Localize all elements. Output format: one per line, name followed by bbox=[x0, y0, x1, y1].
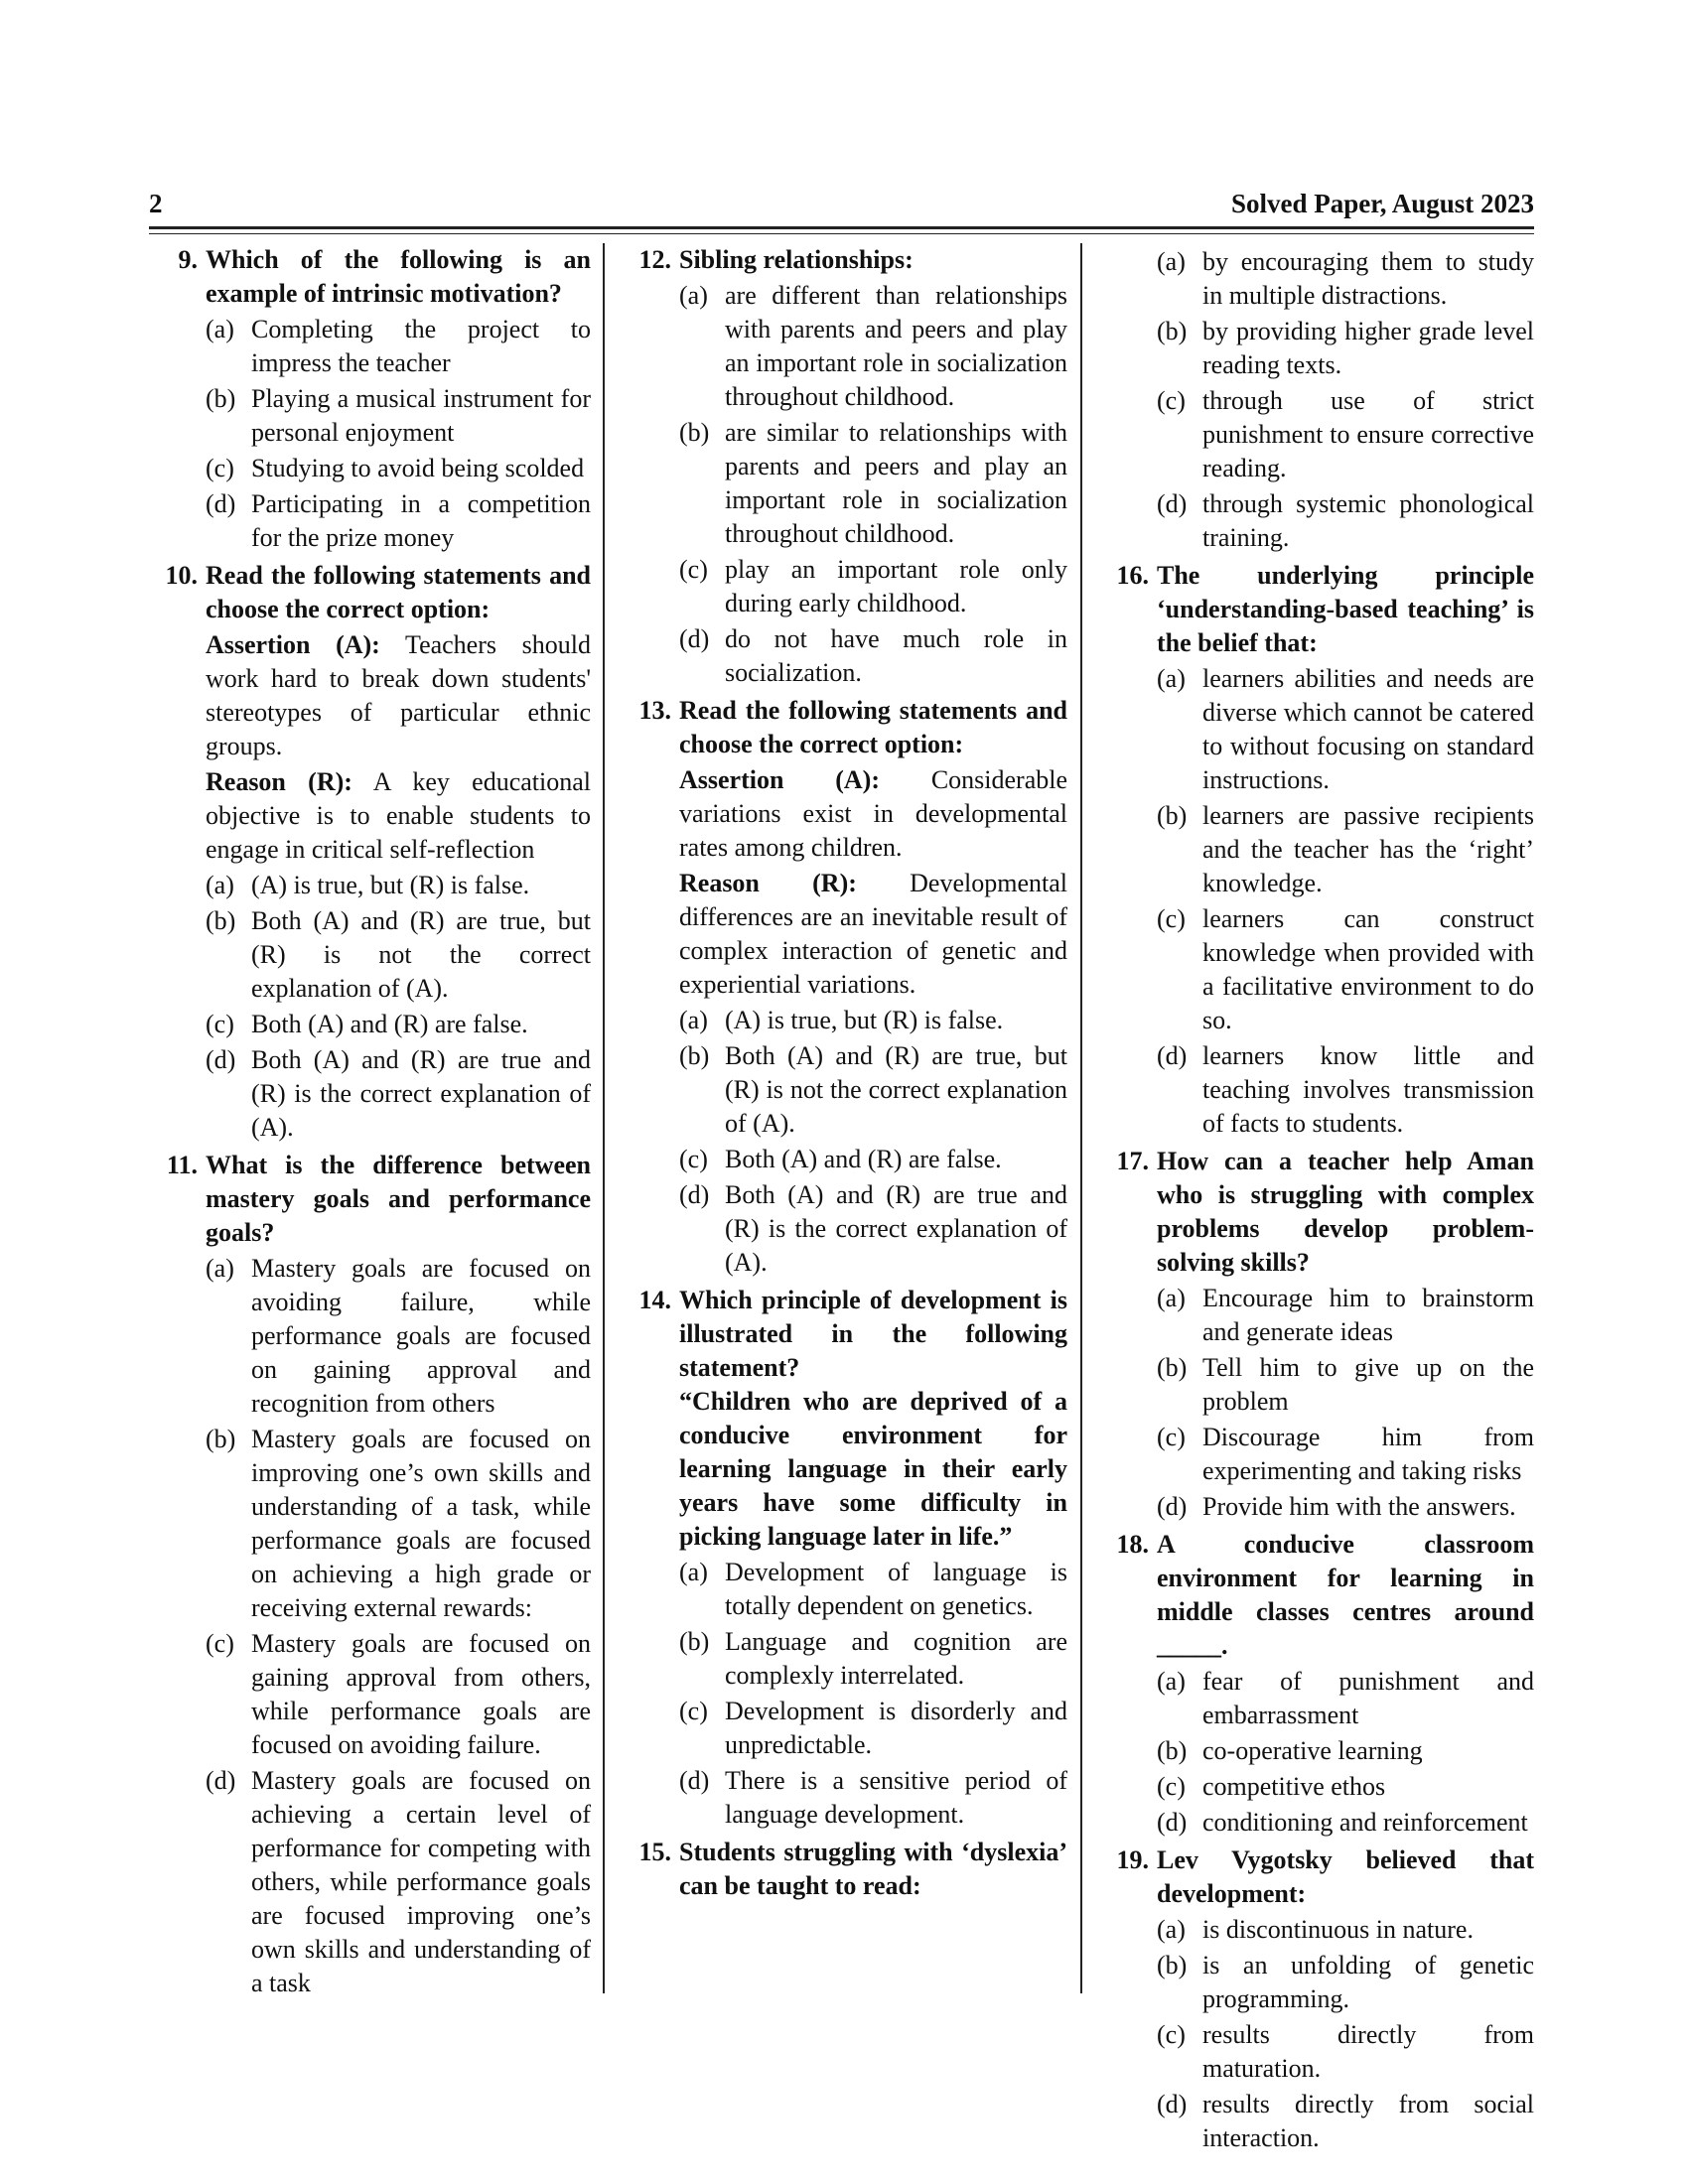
reason: Reason (R): Developmental differences are an inevitable result of complex interaction of genetic and experiential variations. bbox=[679, 869, 1067, 999]
option-a: (a) Mastery goals are focused on avoiding failure, while performance goals are focused on gaining approval and recognition from others bbox=[206, 1254, 591, 1418]
question-number: 11. bbox=[166, 1151, 198, 1179]
question-12 bbox=[628, 243, 1067, 690]
question-text: Read the following statements and choose the correct option: bbox=[679, 696, 1067, 758]
option-a: (a) by encouraging them to study in multiple distractions. bbox=[1157, 247, 1534, 310]
option-b: (b) Language and cognition are complexly interrelated. bbox=[679, 1627, 1067, 1690]
option-b: (b) co-operative learning bbox=[1157, 1736, 1423, 1765]
question-text: How can a teacher help Aman who is struggling with complex problems develop problem-solving skills? bbox=[1157, 1147, 1534, 1277]
option-b: (b) are similar to relationships with parents and peers and play an important role in socialization throughout childhood. bbox=[679, 418, 1067, 548]
question-text: A conducive classroom environment for learning in middle classes centres around _____. bbox=[1157, 1530, 1534, 1660]
assertion: Assertion (A): Considerable variations exist in developmental rates among children. bbox=[679, 765, 1067, 862]
option-c: (c) Development is disorderly and unpredictable. bbox=[679, 1697, 1067, 1759]
question-number: 10. bbox=[165, 561, 198, 590]
question-10 bbox=[154, 559, 591, 1145]
option-c: (c) competitive ethos bbox=[1157, 1772, 1386, 1801]
option-d: (d) conditioning and reinforcement bbox=[1157, 1808, 1528, 1837]
question-text: What is the difference between mastery goals and performance goals? bbox=[206, 1151, 591, 1247]
option-b: (b) is an unfolding of genetic programming. bbox=[1157, 1951, 1534, 2013]
option-c: (c) through use of strict punishment to ensure corrective reading. bbox=[1157, 386, 1534, 482]
option-c: (c) play an important role only during early childhood. bbox=[679, 555, 1067, 617]
option-d: (d) learners know little and teaching involves transmission of facts to students. bbox=[1157, 1041, 1534, 1138]
assertion: Assertion (A): Teachers should work hard to break down students' stereotypes of particular ethnic groups. bbox=[206, 630, 591, 760]
question-text: Which principle of development is illustrated in the following statement? bbox=[679, 1286, 1067, 1382]
option-a: (a) learners abilities and needs are diverse which cannot be catered to without focusing on standard instructions. bbox=[1157, 664, 1534, 794]
option-b: (b) Both (A) and (R) are true, but (R) is not the correct explanation of (A). bbox=[679, 1041, 1067, 1138]
question-number: 12. bbox=[638, 245, 671, 274]
option-c: (c) Discourage him from experimenting and taking risks bbox=[1157, 1423, 1534, 1485]
column-divider bbox=[603, 243, 605, 1993]
option-c: (c) Both (A) and (R) are false. bbox=[679, 1145, 1002, 1173]
question-18 bbox=[1105, 1528, 1534, 1840]
option-b: (b) Mastery goals are focused on improving one’s own skills and understanding of a task, while performance goals are focused on achieving a high grade or receiving external rewards: bbox=[206, 1425, 591, 1622]
question-number: 15. bbox=[638, 1838, 671, 1866]
option-c: (c) results directly from maturation. bbox=[1157, 2020, 1534, 2083]
option-b: (b) Playing a musical instrument for personal enjoyment bbox=[206, 384, 591, 447]
option-a: (a) Completing the project to impress the teacher bbox=[206, 315, 591, 377]
option-d: (d) Both (A) and (R) are true and (R) is the correct explanation of (A). bbox=[206, 1045, 591, 1142]
option-c: (c) Mastery goals are focused on gaining approval from others, while performance goals are focused on avoiding failure. bbox=[206, 1629, 591, 1759]
question-text: Sibling relationships: bbox=[679, 245, 914, 274]
question-number: 17. bbox=[1116, 1147, 1149, 1175]
column-3 bbox=[1105, 243, 1534, 2159]
header-rule bbox=[149, 226, 1534, 229]
column-2 bbox=[628, 243, 1067, 1907]
option-a: (a) Encourage him to brainstorm and generate ideas bbox=[1157, 1284, 1534, 1346]
header-rule-thin bbox=[149, 233, 1534, 234]
question-number: 13. bbox=[638, 696, 671, 725]
question-15 bbox=[628, 1836, 1067, 1903]
option-a: (a) are different than relationships with parents and peers and play an important role in socialization throughout childhood. bbox=[679, 281, 1067, 411]
question-15-options bbox=[1105, 245, 1534, 555]
question-text: The underlying principle ‘understanding-based teaching’ is the belief that: bbox=[1157, 561, 1534, 657]
question-number: 18. bbox=[1116, 1530, 1149, 1559]
option-d: (d) Both (A) and (R) are true and (R) is the correct explanation of (A). bbox=[679, 1180, 1067, 1277]
option-a: (a) (A) is true, but (R) is false. bbox=[206, 871, 530, 899]
option-a: (a) (A) is true, but (R) is false. bbox=[679, 1006, 1004, 1034]
question-17 bbox=[1105, 1145, 1534, 1524]
option-a: (a) is discontinuous in nature. bbox=[1157, 1915, 1474, 1944]
column-divider bbox=[1080, 243, 1082, 1993]
question-16 bbox=[1105, 559, 1534, 1141]
option-d: (d) through systemic phonological training. bbox=[1157, 489, 1534, 552]
question-19 bbox=[1105, 1843, 1534, 2155]
reason: Reason (R): A key educational objective is to enable students to engage in critical self-reflection bbox=[206, 767, 591, 864]
option-a: (a) fear of punishment and embarrassment bbox=[1157, 1667, 1534, 1729]
option-d: (d) Provide him with the answers. bbox=[1157, 1492, 1516, 1521]
question-11 bbox=[154, 1149, 591, 2000]
question-number: 19. bbox=[1116, 1845, 1149, 1874]
option-c: (c) Both (A) and (R) are false. bbox=[206, 1010, 528, 1038]
question-number: 14. bbox=[638, 1286, 671, 1314]
question-number: 16. bbox=[1116, 561, 1149, 590]
question-14 bbox=[628, 1284, 1067, 1832]
option-c: (c) learners can construct knowledge when provided with a facilitative environment to do so. bbox=[1157, 904, 1534, 1034]
option-d: (d) Mastery goals are focused on achieving a certain level of performance for competing with others, while performance goals are focused improving one’s own skills and understanding of a task bbox=[206, 1766, 591, 1997]
question-text: Read the following statements and choose the correct option: bbox=[206, 561, 591, 623]
question-text: Which of the following is an example of intrinsic motivation? bbox=[206, 245, 591, 308]
option-d: (d) There is a sensitive period of language development. bbox=[679, 1766, 1067, 1829]
option-d: (d) do not have much role in socialization. bbox=[679, 624, 1067, 687]
question-13 bbox=[628, 694, 1067, 1280]
running-title: Solved Paper, August 2023 bbox=[1230, 189, 1534, 218]
option-b: (b) Both (A) and (R) are true, but (R) is not the correct explanation of (A). bbox=[206, 906, 591, 1003]
option-b: (b) learners are passive recipients and the teacher has the ‘right’ knowledge. bbox=[1157, 801, 1534, 897]
option-a: (a) Development of language is totally dependent on genetics. bbox=[679, 1558, 1067, 1620]
option-b: (b) Tell him to give up on the problem bbox=[1157, 1353, 1534, 1416]
option-c: (c) Studying to avoid being scolded bbox=[206, 454, 585, 482]
option-d: (d) results directly from social interaction. bbox=[1157, 2090, 1534, 2152]
question-number: 9. bbox=[178, 245, 198, 274]
question-text: Lev Vygotsky believed that development: bbox=[1157, 1845, 1534, 1908]
quoted-statement: “Children who are deprived of a conducive environment for learning language in their early years have some difficulty in picking language later in life.” bbox=[679, 1387, 1067, 1551]
column-1 bbox=[154, 243, 591, 2004]
option-b: (b) by providing higher grade level reading texts. bbox=[1157, 317, 1534, 379]
question-text: Students struggling with ‘dyslexia’ can be taught to read: bbox=[679, 1838, 1067, 1900]
page-number: 2 bbox=[149, 189, 163, 218]
question-9 bbox=[154, 243, 591, 555]
option-d: (d) Participating in a competition for the prize money bbox=[206, 489, 591, 552]
